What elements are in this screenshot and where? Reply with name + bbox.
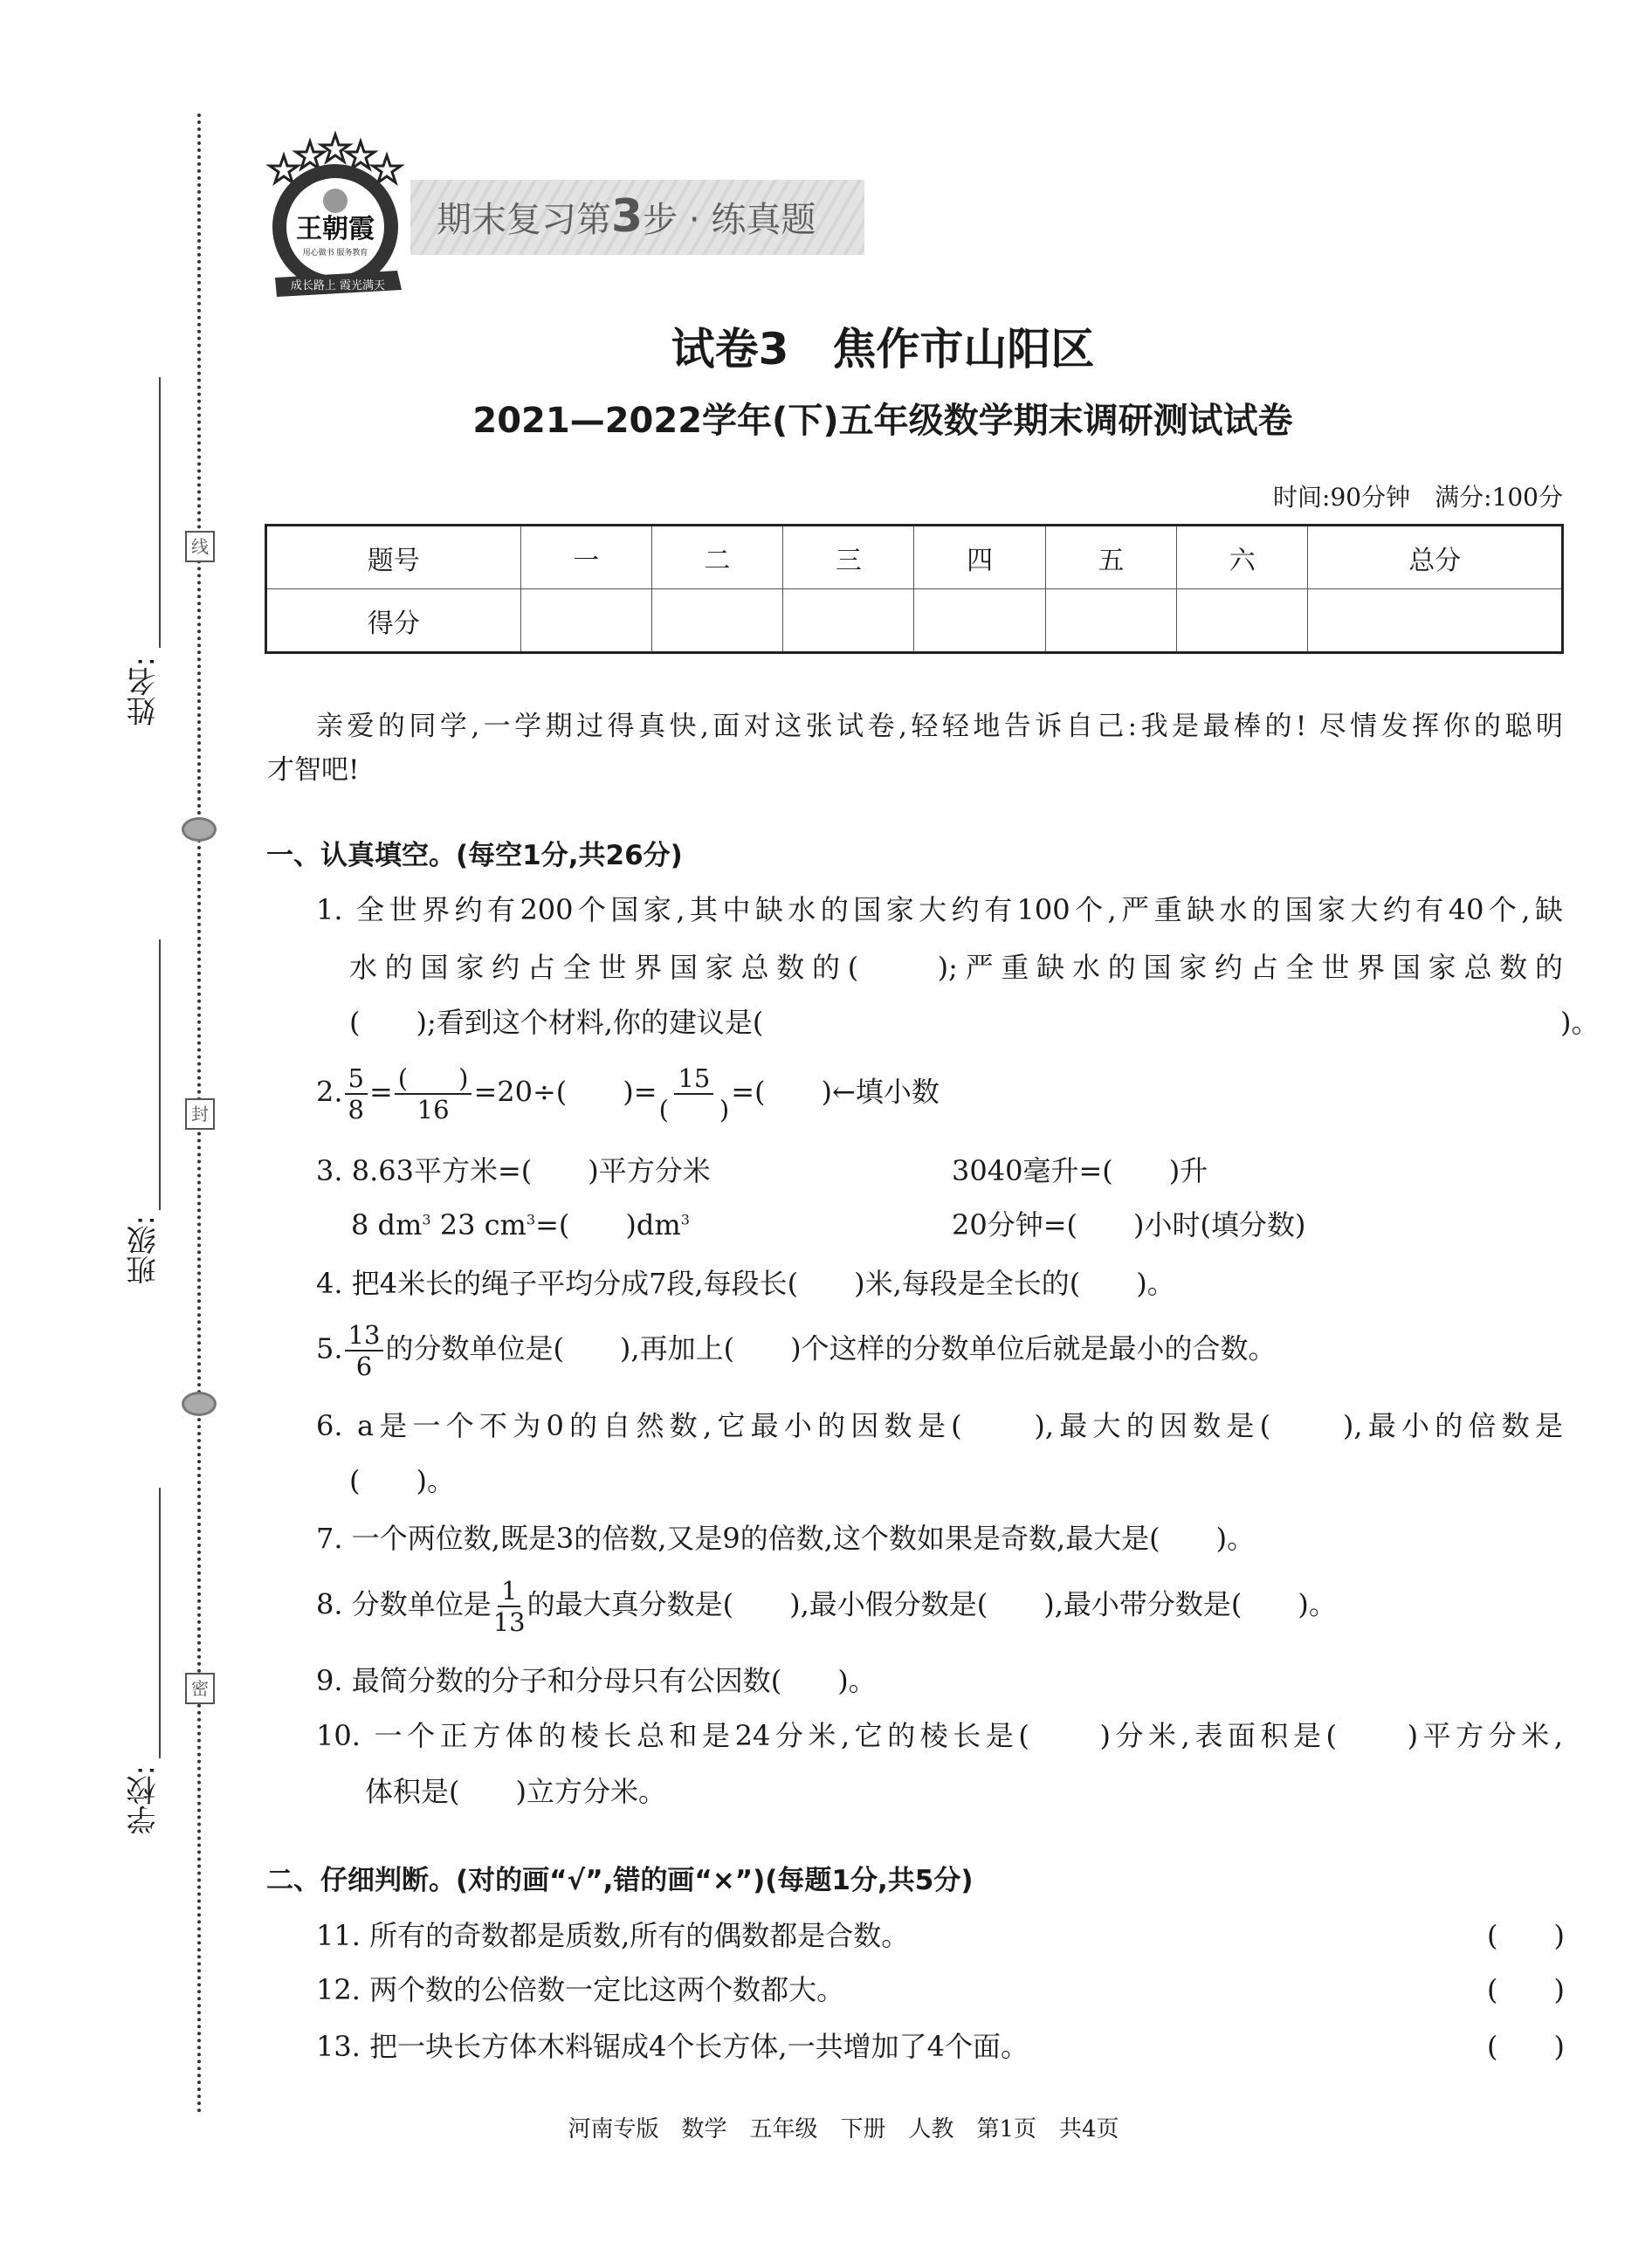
section-2-heading: 二、仔细判断。(对的画“√”,错的画“×”)(每题1分,共5分) [266,1865,974,1896]
score-cell[interactable] [1177,589,1308,653]
question-8: 8. 分数单位是 $\frac{1}{13}$ 的最大真分数是( ),最小假分数是( ),最小带分数是( )。 [316,1576,1337,1637]
page-title: 试卷3 焦作市山阳区 [671,324,1095,375]
question-1-cont: ( );看到这个材料,你的建议是( [349,1006,764,1039]
judge-question: 11. 所有的奇数都是质数,所有的偶数都是合数。 [316,1919,910,1952]
seal-feng-label: 封 [185,1098,215,1130]
score-cell[interactable] [783,589,914,653]
question-3a: 3. 8.63平方米=( )平方分米 [316,1154,711,1187]
header-cell: 四 [914,526,1045,589]
question-6: 6. a是一个不为0的自然数,它最小的因数是( ),最大的因数是( ),最小的倍数是 [316,1409,1563,1442]
page-subtitle: 2021—2022学年(下)五年级数学期末调研测试试卷 [472,401,1293,441]
swirl-icon [182,1392,217,1416]
row-label: 得分 [266,589,521,653]
question-2: 2. $\frac{5}{8}$ = $\frac{( )}{16}$ =20÷( )= $\frac{15}{( )}$ =( )←填小数 [316,1063,940,1124]
judge-answer-blank[interactable]: ( ) [1487,1973,1565,2006]
question-10-cont: 体积是( )立方分米。 [365,1775,666,1808]
svg-text:用心做书 服务教育: 用心做书 服务教育 [302,249,368,258]
header-cell: 题号 [266,526,521,589]
score-table [265,524,1564,654]
question-5: 5. $\frac{13}{6}$ 的分数单位是( ),再加上( )个这样的分数单位后就是最小的合数。 [316,1320,1277,1381]
score-cell[interactable] [520,589,651,653]
question-1-cont: 水的国家约占全世界国家总数的( );严重缺水的国家约占全世界国家总数的 [349,951,1563,984]
step-banner: 期末复习第3步 · 练真题 [410,180,864,255]
header-cell: 二 [651,526,782,589]
question-9: 9. 最简分数的分子和分母只有公因数( )。 [316,1664,877,1697]
judge-question: 13. 把一块长方体木料锯成4个长方体,一共增加了4个面。 [316,2030,1029,2063]
header-cell: 六 [1177,526,1308,589]
score-table-score-row [266,589,1563,653]
question-3b: 3040毫升=( )升 [952,1154,1208,1187]
score-cell[interactable] [1045,589,1176,653]
name-label: 姓名: [127,657,162,726]
intro-line: 才智吧! [267,754,360,786]
brand-logo [258,131,413,297]
header-cell: 三 [783,526,914,589]
seal-mi-label: 密 [185,1673,215,1704]
header-cell: 五 [1045,526,1176,589]
seal-line-label: 线 [185,531,215,562]
class-underline [159,939,161,1210]
exam-meta: 时间:90分钟 满分:100分 [1273,483,1563,512]
question-6-cont: ( )。 [349,1464,455,1497]
header-cell: 一 [520,526,651,589]
judge-question: 12. 两个数的公倍数一定比这两个数都大。 [316,1973,845,2006]
section-1-heading: 一、认真填空。(每空1分,共26分) [266,840,683,871]
question-1-end: )。 [1532,1006,1600,1039]
question-3d: 20分钟=( )小时(填分数) [952,1208,1306,1241]
header-cell: 总分 [1308,526,1563,589]
page-footer: 河南专版 数学 五年级 下册 人教 第1页 共4页 [568,2116,1119,2142]
score-cell[interactable] [914,589,1045,653]
judge-answer-blank[interactable]: ( ) [1487,2030,1565,2063]
question-3c: 8 $dm^3$ 23 $cm^3=$( )$dm^3$ [351,1208,690,1241]
score-table-header-row [266,526,1563,589]
svg-text:成长路上 霞光满天: 成长路上 霞光满天 [290,279,386,292]
question-1: 1. 全世界约有200个国家,其中缺水的国家大约有100个,严重缺水的国家大约有40个,缺 [316,893,1563,926]
question-10: 10. 一个正方体的棱长总和是24分米,它的棱长是( )分米,表面积是( )平方分米, [316,1719,1563,1752]
swirl-icon [182,817,217,842]
score-cell[interactable] [1308,589,1563,653]
score-cell[interactable] [651,589,782,653]
question-4: 4. 把4米长的绳子平均分成7段,每段长( )米,每段是全长的( )。 [316,1267,1175,1300]
logo-brand-text: 王朝霞 [296,214,375,244]
school-label: 学校: [127,1765,162,1835]
class-label: 班级: [127,1215,162,1285]
question-7: 7. 一个两位数,既是3的倍数,又是9的倍数,这个数如果是奇数,最大是( )。 [316,1522,1256,1555]
judge-answer-blank[interactable]: ( ) [1487,1919,1565,1952]
school-underline [159,1488,161,1758]
intro-line: 亲爱的同学,一学期过得真快,面对这张试卷,轻轻地告诉自己:我是最棒的! 尽情发挥你的聪明 [316,711,1563,742]
